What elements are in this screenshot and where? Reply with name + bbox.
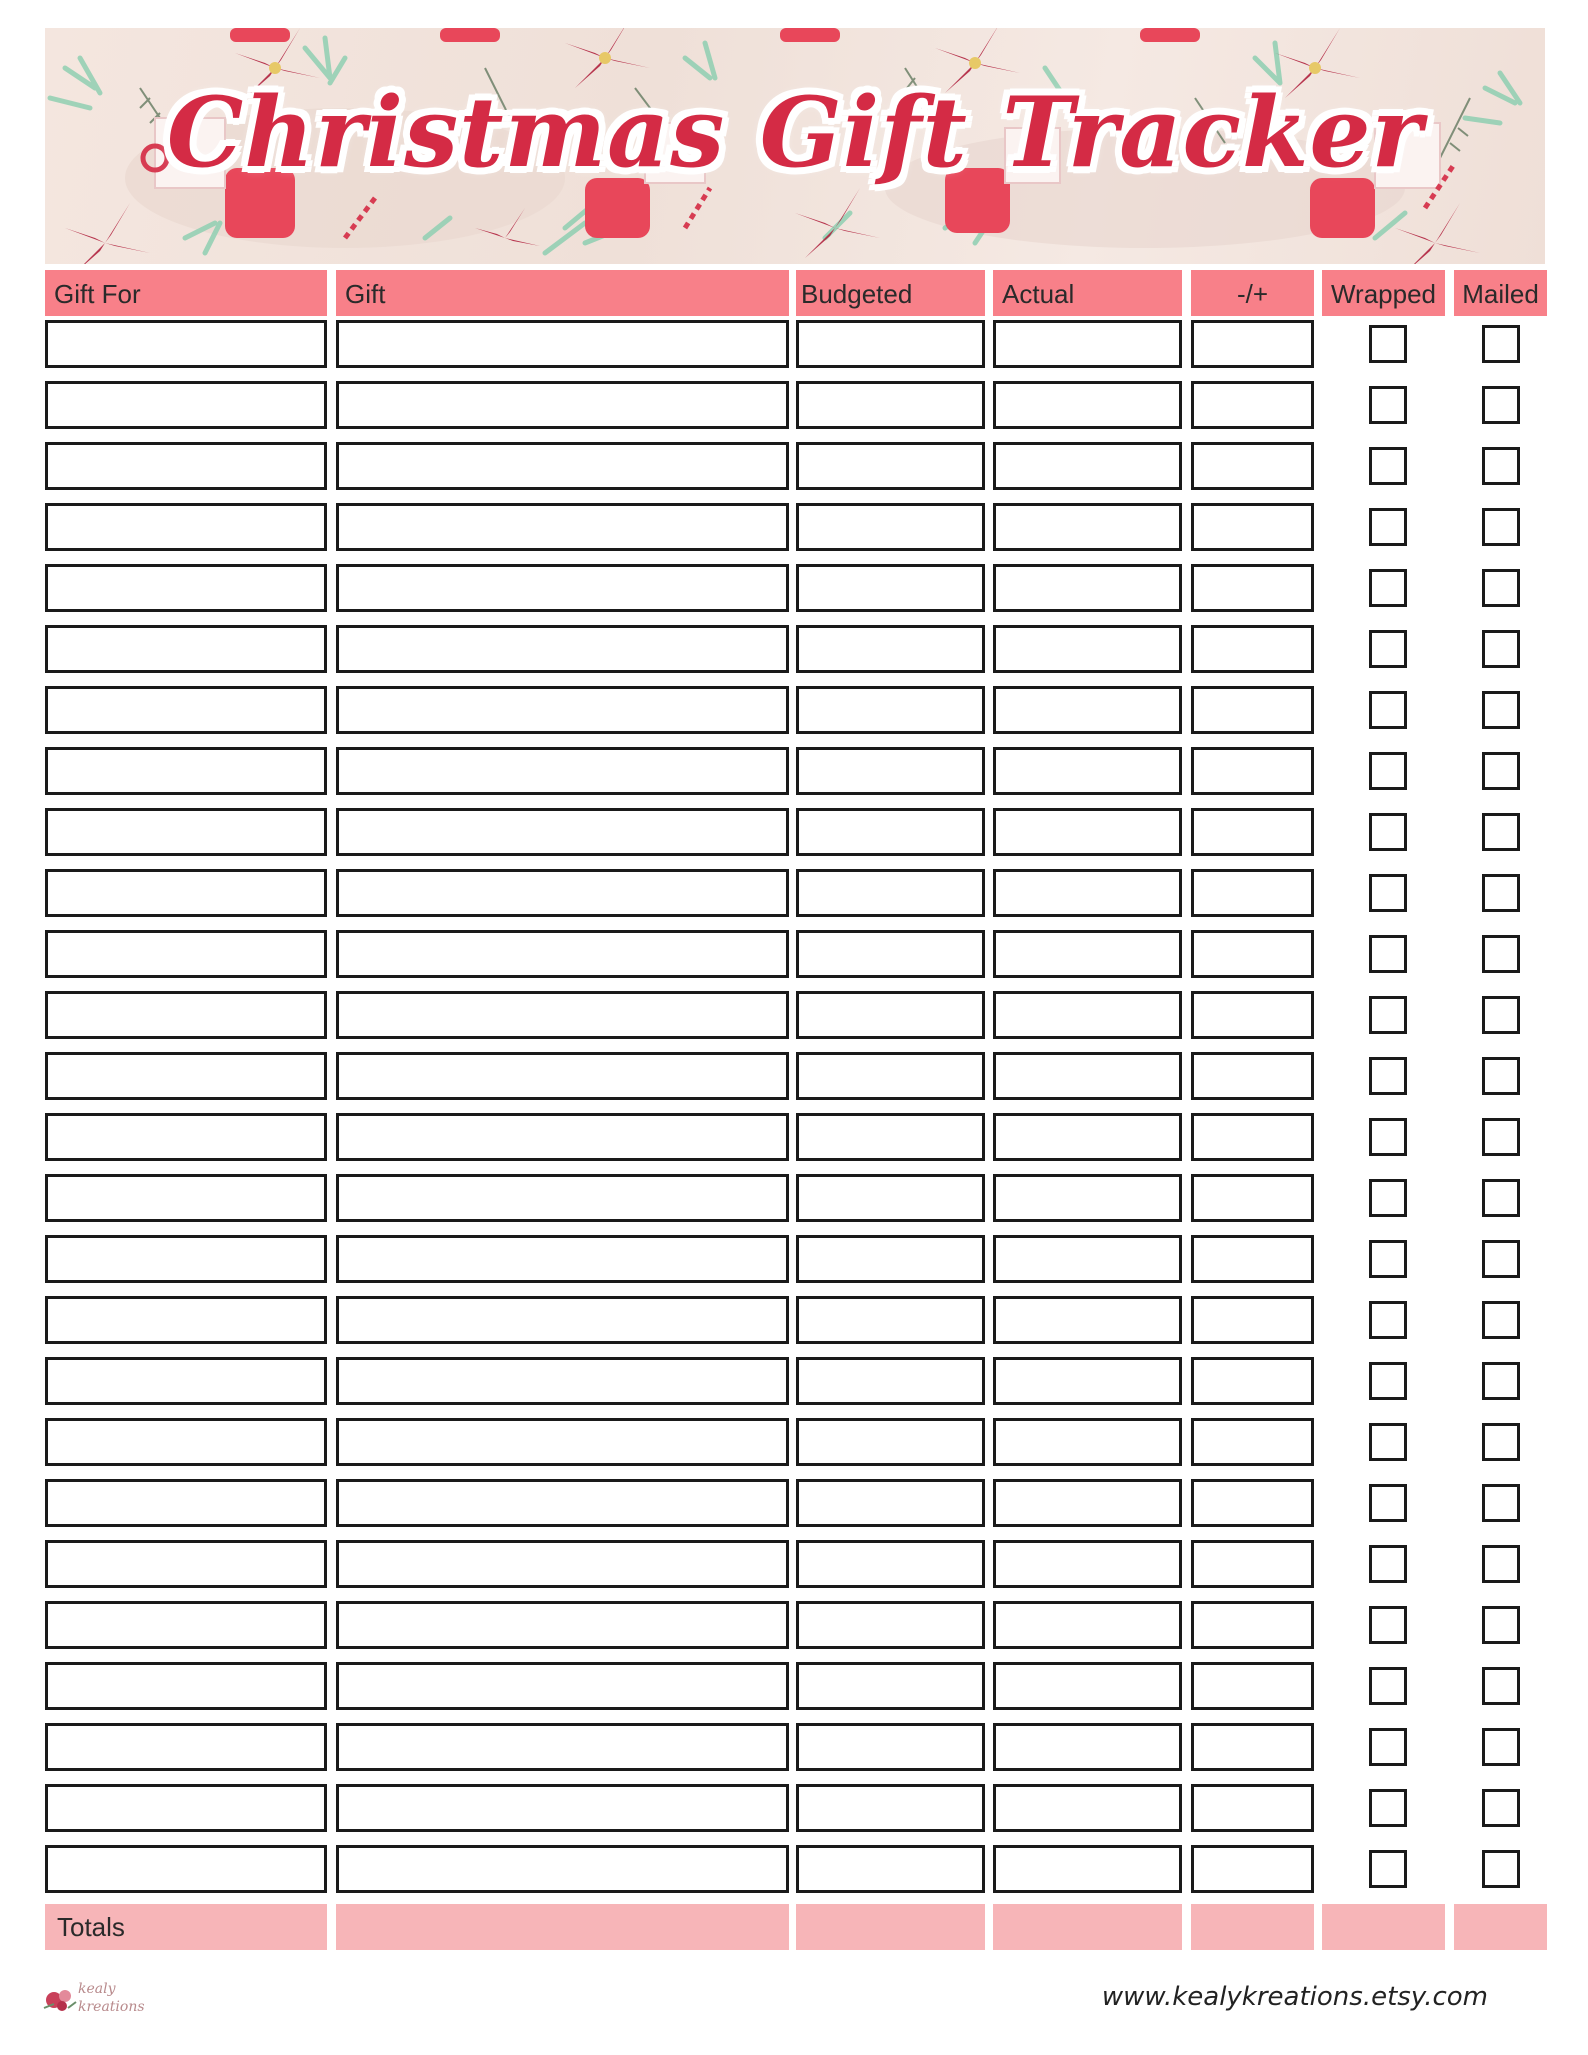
mailed-checkbox[interactable]: [1482, 1179, 1520, 1217]
page-title: Christmas Gift Tracker: [166, 76, 1424, 189]
header-mailed: Mailed: [1454, 270, 1547, 316]
wrapped-checkbox[interactable]: [1369, 1179, 1407, 1217]
budgeted-field[interactable]: [796, 1052, 985, 1100]
wrapped-checkbox[interactable]: [1369, 813, 1407, 851]
difference-field[interactable]: [1191, 1540, 1314, 1588]
difference-field[interactable]: [1191, 747, 1314, 795]
gift-for-field[interactable]: [45, 1784, 327, 1832]
difference-field[interactable]: [1191, 1479, 1314, 1527]
budgeted-field[interactable]: [796, 1845, 985, 1893]
mailed-checkbox[interactable]: [1482, 630, 1520, 668]
wrapped-checkbox[interactable]: [1369, 1423, 1407, 1461]
gift-field[interactable]: [336, 503, 789, 551]
actual-field[interactable]: [993, 442, 1182, 490]
budgeted-field[interactable]: [796, 869, 985, 917]
gift-field[interactable]: [336, 1723, 789, 1771]
difference-field[interactable]: [1191, 808, 1314, 856]
mailed-checkbox[interactable]: [1482, 813, 1520, 851]
actual-field[interactable]: [993, 503, 1182, 551]
wrapped-checkbox[interactable]: [1369, 1728, 1407, 1766]
difference-field[interactable]: [1191, 1723, 1314, 1771]
mailed-checkbox[interactable]: [1482, 691, 1520, 729]
gift-for-field[interactable]: [45, 503, 327, 551]
mailed-checkbox[interactable]: [1482, 569, 1520, 607]
gift-field[interactable]: [336, 869, 789, 917]
gift-field[interactable]: [336, 1052, 789, 1100]
budgeted-field[interactable]: [796, 686, 985, 734]
gift-for-field[interactable]: [45, 1601, 327, 1649]
gift-for-field[interactable]: [45, 1235, 327, 1283]
mailed-checkbox[interactable]: [1482, 1240, 1520, 1278]
mailed-checkbox[interactable]: [1482, 386, 1520, 424]
gift-for-field[interactable]: [45, 1723, 327, 1771]
actual-field[interactable]: [993, 747, 1182, 795]
actual-field[interactable]: [993, 1235, 1182, 1283]
actual-field[interactable]: [993, 1296, 1182, 1344]
wrapped-checkbox[interactable]: [1369, 752, 1407, 790]
budgeted-field[interactable]: [796, 625, 985, 673]
logo-text-top: kealy: [78, 1981, 116, 1997]
wrapped-checkbox[interactable]: [1369, 1667, 1407, 1705]
actual-field[interactable]: [993, 564, 1182, 612]
actual-field[interactable]: [993, 1723, 1182, 1771]
wrapped-checkbox[interactable]: [1369, 1850, 1407, 1888]
gift-field[interactable]: [336, 1235, 789, 1283]
budgeted-field[interactable]: [796, 503, 985, 551]
budgeted-field[interactable]: [796, 1479, 985, 1527]
wrapped-checkbox[interactable]: [1369, 1606, 1407, 1644]
gift-for-field[interactable]: [45, 1479, 327, 1527]
difference-field[interactable]: [1191, 869, 1314, 917]
actual-field[interactable]: [993, 381, 1182, 429]
difference-field[interactable]: [1191, 1662, 1314, 1710]
difference-field[interactable]: [1191, 1601, 1314, 1649]
gift-field[interactable]: [336, 1845, 789, 1893]
mailed-checkbox[interactable]: [1482, 935, 1520, 973]
wrapped-checkbox[interactable]: [1369, 1057, 1407, 1095]
totals-budgeted-cell[interactable]: [796, 1904, 985, 1950]
totals-mailed-cell: [1454, 1904, 1547, 1950]
difference-field[interactable]: [1191, 1418, 1314, 1466]
mailed-checkbox[interactable]: [1482, 1301, 1520, 1339]
gift-for-field[interactable]: [45, 808, 327, 856]
gift-field[interactable]: [336, 930, 789, 978]
wrapped-checkbox[interactable]: [1369, 508, 1407, 546]
budgeted-field[interactable]: [796, 1113, 985, 1161]
gift-for-field[interactable]: [45, 991, 327, 1039]
mailed-checkbox[interactable]: [1482, 1484, 1520, 1522]
header-gift: Gift: [336, 270, 789, 316]
wrapped-checkbox[interactable]: [1369, 447, 1407, 485]
gift-for-field[interactable]: [45, 1357, 327, 1405]
actual-field[interactable]: [993, 1174, 1182, 1222]
mailed-checkbox[interactable]: [1482, 1789, 1520, 1827]
mailed-checkbox[interactable]: [1482, 508, 1520, 546]
mailed-checkbox[interactable]: [1482, 1667, 1520, 1705]
actual-field[interactable]: [993, 1418, 1182, 1466]
gift-for-field[interactable]: [45, 1418, 327, 1466]
gift-field[interactable]: [336, 1601, 789, 1649]
gift-for-field[interactable]: [45, 1845, 327, 1893]
actual-field[interactable]: [993, 1845, 1182, 1893]
totals-difference-cell[interactable]: [1191, 1904, 1314, 1950]
actual-field[interactable]: [993, 1113, 1182, 1161]
budgeted-field[interactable]: [796, 442, 985, 490]
gift-for-field[interactable]: [45, 1296, 327, 1344]
gift-field[interactable]: [336, 686, 789, 734]
difference-field[interactable]: [1191, 320, 1314, 368]
difference-field[interactable]: [1191, 930, 1314, 978]
wrapped-checkbox[interactable]: [1369, 691, 1407, 729]
gift-field[interactable]: [336, 381, 789, 429]
difference-field[interactable]: [1191, 625, 1314, 673]
gift-for-field[interactable]: [45, 686, 327, 734]
difference-field[interactable]: [1191, 1113, 1314, 1161]
budgeted-field[interactable]: [796, 808, 985, 856]
difference-field[interactable]: [1191, 503, 1314, 551]
gift-for-field[interactable]: [45, 625, 327, 673]
budgeted-field[interactable]: [796, 991, 985, 1039]
wrapped-checkbox[interactable]: [1369, 1545, 1407, 1583]
difference-field[interactable]: [1191, 1845, 1314, 1893]
wrapped-checkbox[interactable]: [1369, 1240, 1407, 1278]
brand-logo: [40, 1978, 180, 2020]
actual-field[interactable]: [993, 1601, 1182, 1649]
wrapped-checkbox[interactable]: [1369, 630, 1407, 668]
budgeted-field[interactable]: [796, 1418, 985, 1466]
header-actual: Actual: [993, 270, 1182, 316]
actual-field[interactable]: [993, 869, 1182, 917]
gift-field[interactable]: [336, 625, 789, 673]
wrapped-checkbox[interactable]: [1369, 935, 1407, 973]
budgeted-field[interactable]: [796, 1540, 985, 1588]
gift-field[interactable]: [336, 1540, 789, 1588]
gift-for-field[interactable]: [45, 381, 327, 429]
budgeted-field[interactable]: [796, 1723, 985, 1771]
header-difference: -/+: [1191, 270, 1314, 316]
mailed-checkbox[interactable]: [1482, 1423, 1520, 1461]
wrapped-checkbox[interactable]: [1369, 325, 1407, 363]
wrapped-checkbox[interactable]: [1369, 1118, 1407, 1156]
gift-field[interactable]: [336, 1479, 789, 1527]
mailed-checkbox[interactable]: [1482, 447, 1520, 485]
gift-for-field[interactable]: [45, 1174, 327, 1222]
mailed-checkbox[interactable]: [1482, 1057, 1520, 1095]
wrapped-checkbox[interactable]: [1369, 874, 1407, 912]
gift-field[interactable]: [336, 564, 789, 612]
gift-for-field[interactable]: [45, 747, 327, 795]
wrapped-checkbox[interactable]: [1369, 1301, 1407, 1339]
gift-field[interactable]: [336, 747, 789, 795]
budgeted-field[interactable]: [796, 320, 985, 368]
wrapped-checkbox[interactable]: [1369, 569, 1407, 607]
budgeted-field[interactable]: [796, 1174, 985, 1222]
header-wrapped: Wrapped: [1322, 270, 1445, 316]
mailed-checkbox[interactable]: [1482, 1606, 1520, 1644]
actual-field[interactable]: [993, 1357, 1182, 1405]
actual-field[interactable]: [993, 320, 1182, 368]
header-banner: [45, 28, 1545, 264]
actual-field[interactable]: [993, 808, 1182, 856]
actual-field[interactable]: [993, 991, 1182, 1039]
actual-field[interactable]: [993, 1052, 1182, 1100]
difference-field[interactable]: [1191, 1296, 1314, 1344]
wrapped-checkbox[interactable]: [1369, 1362, 1407, 1400]
difference-field[interactable]: [1191, 1357, 1314, 1405]
actual-field[interactable]: [993, 625, 1182, 673]
mailed-checkbox[interactable]: [1482, 1728, 1520, 1766]
actual-field[interactable]: [993, 1479, 1182, 1527]
mailed-checkbox[interactable]: [1482, 325, 1520, 363]
flower-icon: [40, 1978, 80, 2018]
difference-field[interactable]: [1191, 564, 1314, 612]
mailed-checkbox[interactable]: [1482, 1118, 1520, 1156]
totals-gift-cell[interactable]: [336, 1904, 789, 1950]
actual-field[interactable]: [993, 686, 1182, 734]
gift-for-field[interactable]: [45, 869, 327, 917]
gift-field[interactable]: [336, 1357, 789, 1405]
difference-field[interactable]: [1191, 1784, 1314, 1832]
gift-for-field[interactable]: [45, 1113, 327, 1161]
actual-field[interactable]: [993, 1784, 1182, 1832]
gift-for-field[interactable]: [45, 442, 327, 490]
gift-field[interactable]: [336, 1174, 789, 1222]
gift-field[interactable]: [336, 1418, 789, 1466]
gift-field[interactable]: [336, 1113, 789, 1161]
mailed-checkbox[interactable]: [1482, 752, 1520, 790]
gift-for-field[interactable]: [45, 1052, 327, 1100]
budgeted-field[interactable]: [796, 381, 985, 429]
mailed-checkbox[interactable]: [1482, 1850, 1520, 1888]
header-gift-for: Gift For: [45, 270, 327, 316]
gift-field[interactable]: [336, 442, 789, 490]
gift-field[interactable]: [336, 1296, 789, 1344]
difference-field[interactable]: [1191, 686, 1314, 734]
gift-for-field[interactable]: [45, 564, 327, 612]
gift-for-field[interactable]: [45, 1540, 327, 1588]
wrapped-checkbox[interactable]: [1369, 1484, 1407, 1522]
header-budgeted: Budgeted: [796, 270, 985, 316]
difference-field[interactable]: [1191, 442, 1314, 490]
difference-field[interactable]: [1191, 381, 1314, 429]
budgeted-field[interactable]: [796, 1601, 985, 1649]
wrapped-checkbox[interactable]: [1369, 1789, 1407, 1827]
gift-field[interactable]: [336, 320, 789, 368]
actual-field[interactable]: [993, 1540, 1182, 1588]
mailed-checkbox[interactable]: [1482, 1545, 1520, 1583]
gift-for-field[interactable]: [45, 1662, 327, 1710]
mailed-checkbox[interactable]: [1482, 1362, 1520, 1400]
footer-url: www.kealykreations.etsy.com: [1101, 1982, 1488, 2012]
difference-field[interactable]: [1191, 1235, 1314, 1283]
wrapped-checkbox[interactable]: [1369, 386, 1407, 424]
totals-wrapped-cell: [1322, 1904, 1445, 1950]
gift-for-field[interactable]: [45, 930, 327, 978]
difference-field[interactable]: [1191, 1052, 1314, 1100]
gift-field[interactable]: [336, 1662, 789, 1710]
budgeted-field[interactable]: [796, 747, 985, 795]
totals-actual-cell[interactable]: [993, 1904, 1182, 1950]
actual-field[interactable]: [993, 1662, 1182, 1710]
budgeted-field[interactable]: [796, 930, 985, 978]
budgeted-field[interactable]: [796, 1662, 985, 1710]
actual-field[interactable]: [993, 930, 1182, 978]
gift-field[interactable]: [336, 808, 789, 856]
totals-label: Totals: [45, 1904, 327, 1950]
logo-text-bottom: kreations: [78, 1999, 145, 2015]
wrapped-checkbox[interactable]: [1369, 996, 1407, 1034]
budgeted-field[interactable]: [796, 564, 985, 612]
gift-for-field[interactable]: [45, 320, 327, 368]
gift-field[interactable]: [336, 991, 789, 1039]
budgeted-field[interactable]: [796, 1296, 985, 1344]
budgeted-field[interactable]: [796, 1784, 985, 1832]
mailed-checkbox[interactable]: [1482, 874, 1520, 912]
budgeted-field[interactable]: [796, 1357, 985, 1405]
difference-field[interactable]: [1191, 991, 1314, 1039]
mailed-checkbox[interactable]: [1482, 996, 1520, 1034]
gift-field[interactable]: [336, 1784, 789, 1832]
budgeted-field[interactable]: [796, 1235, 985, 1283]
difference-field[interactable]: [1191, 1174, 1314, 1222]
